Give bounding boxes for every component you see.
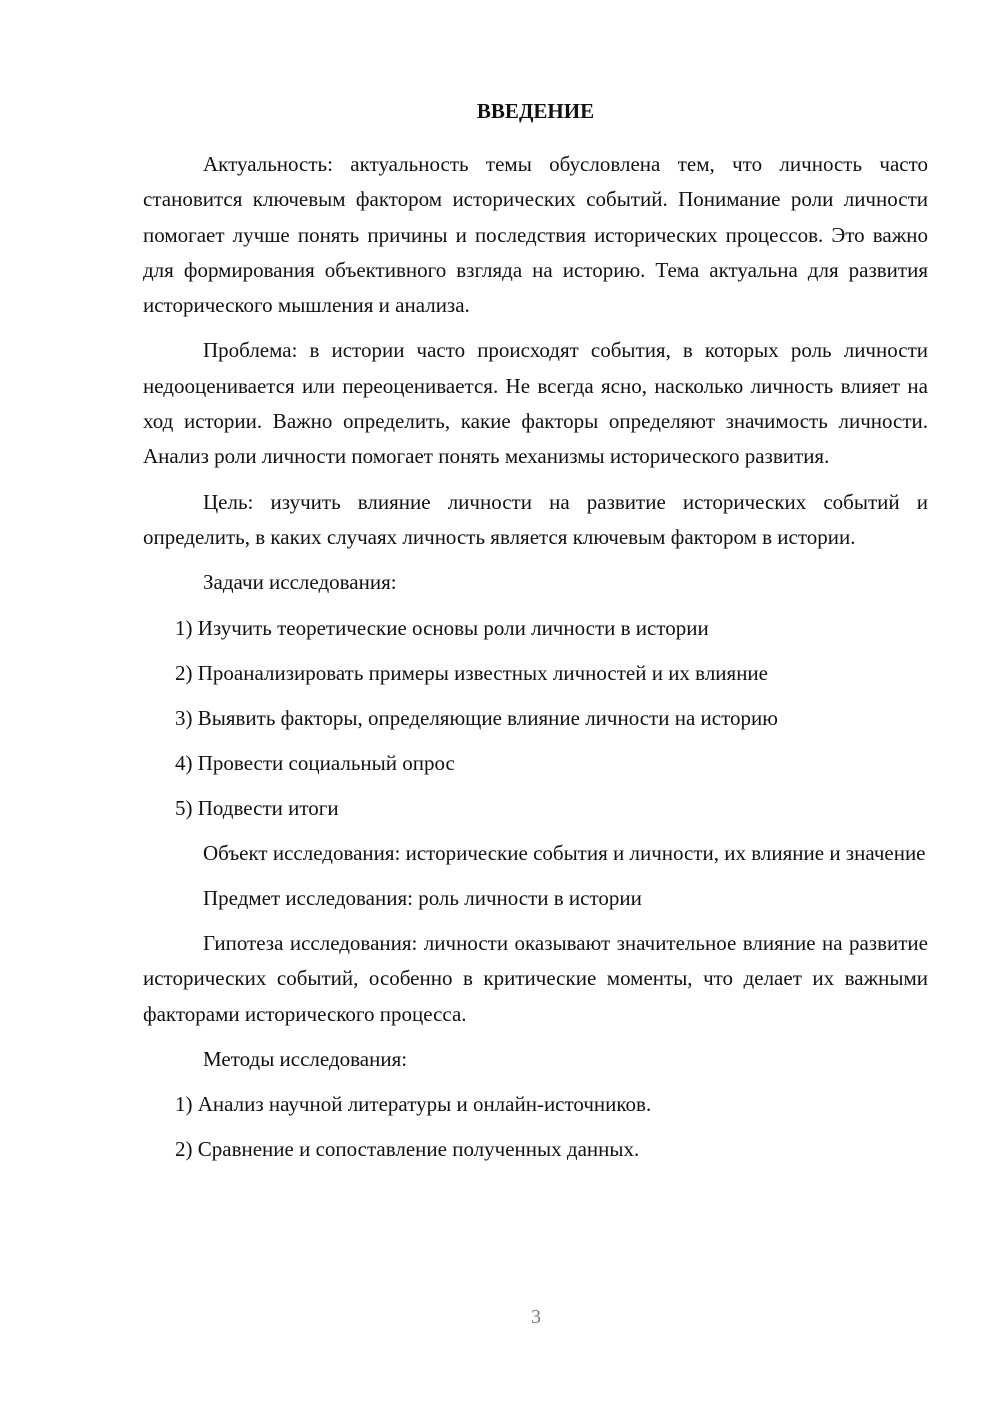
list-item: 3) Выявить факторы, определяющие влияние личности на историю: [175, 705, 778, 730]
paragraph-methods-title: Методы исследования:: [203, 1047, 408, 1072]
methods-list: [143, 1087, 928, 1167]
list-item: 2) Сравнение и сопоставление полученных данных.: [175, 1137, 640, 1162]
paragraph-tasks-title: Задачи исследования:: [203, 570, 397, 595]
section-heading: ВВЕДЕНИЕ: [476, 99, 595, 123]
paragraph-hypothesis: Гипотеза исследования: личности оказывают значительное влияние на развитие исторических событий, особенно в критические моменты, что делает их важными факторами исторического процесса.: [143, 931, 928, 1026]
list-item: 4) Провести социальный опрос: [175, 750, 455, 775]
paragraph-goal: Цель: изучить влияние личности на развитие исторических событий и определить, в каких случаях личность является ключевым фактором в истории.: [143, 489, 928, 549]
paragraph-actuality: Актуальность: актуальность темы обусловлена тем, что личность часто становится ключевым фактором исторических событий. Понимание роли личности помогает лучше понять причины и последствия исторических процессов. Это важно для формирования объективного взгляда на историю. Тема актуальна для развития исторического мышления и анализа.: [143, 152, 928, 318]
page-number: 3: [531, 1306, 541, 1328]
tasks-list: [143, 611, 928, 826]
paragraph-problem: Проблема: в истории часто происходят события, в которых роль личности недооценивается или переоценивается. Не всегда ясно, насколько личность влияет на ход истории. Важно определить, какие факторы определяют значимость личности. Анализ роли личности помогает понять механизмы исторического развития.: [143, 338, 928, 469]
list-item: 5) Подвести итоги: [175, 795, 339, 820]
list-item: 1) Анализ научной литературы и онлайн-источников.: [175, 1092, 652, 1117]
list-item: 1) Изучить теоретические основы роли личности в истории: [175, 615, 709, 640]
list-item: 2) Проанализировать примеры известных личностей и их влияние: [175, 660, 768, 685]
paragraph-subject: Предмет исследования: роль личности в истории: [203, 885, 642, 910]
paragraph-object: Объект исследования: исторические события и личности, их влияние и значение: [203, 840, 926, 865]
page-content: [143, 97, 928, 1167]
